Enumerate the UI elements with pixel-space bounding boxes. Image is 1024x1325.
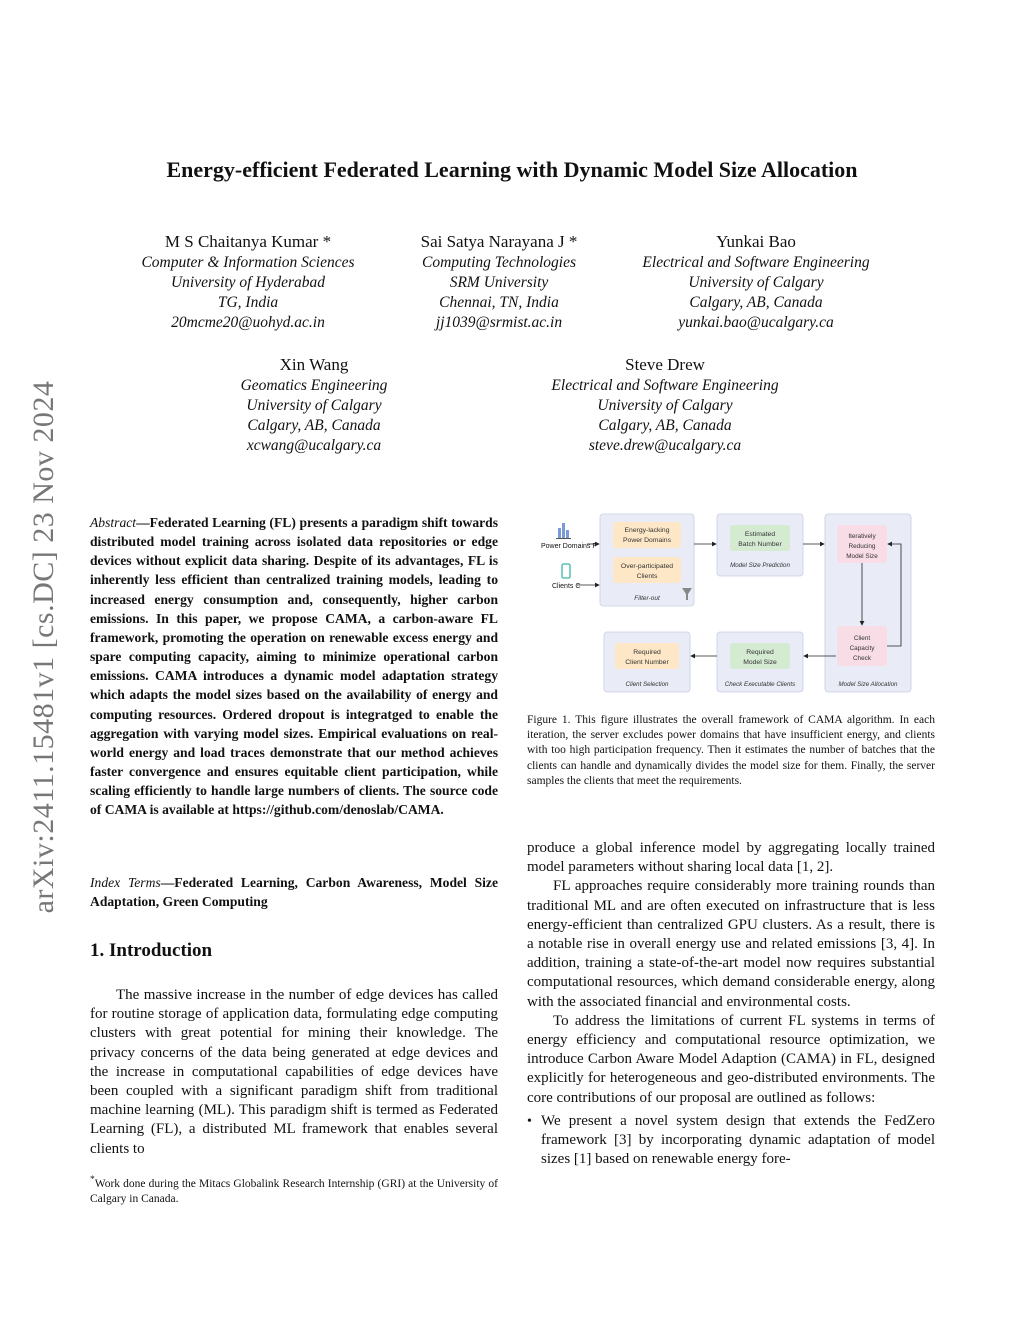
author-email[interactable]: 20mcme20@uohyd.ac.in bbox=[171, 314, 325, 331]
body-paragraph: FL approaches require considerably more training rounds than traditional ML and are often executed on infrastructure that is less energy-efficient than centralized GPU clusters. As a result, there is a notable rise in overall energy use and related emissions [3, 4]. In addition, training a state-of-the-art model now requires substantial computational resources, which demand considerable energy, along with the associated financial and environmental costs. bbox=[527, 878, 935, 1010]
abstract bbox=[90, 513, 498, 820]
author-email[interactable]: yunkai.bao@ucalgary.ca bbox=[678, 314, 834, 331]
contribution-bullet bbox=[527, 1112, 935, 1170]
figure-caption: Figure 1. This figure illustrates the overall framework of CAMA algorithm. In each iteration, the server excludes power domains that have insufficient energy, and clients with too high participation frequency. Then it estimates the number of batches that the clients can handle and dynamically divides the model size for them. Finally, the server samples the clients that meet the requirements. bbox=[527, 714, 935, 787]
iterative-label-1: Iteratively bbox=[848, 533, 876, 540]
continuation-paragraph: produce a global inference model by aggregating locally trained model parameters without sharing local data [1, 2]. bbox=[527, 840, 935, 876]
author-dept: Geomatics Engineering bbox=[240, 377, 388, 394]
author-loc: TG, India bbox=[217, 294, 279, 311]
author-name: Yunkai Bao bbox=[716, 232, 796, 251]
required-client-label-2: Client Number bbox=[625, 659, 669, 666]
author-block bbox=[620, 232, 892, 333]
power-domain-icon bbox=[556, 523, 571, 539]
intro-paragraph: The massive increase in the number of edge devices has called for routine storage of application data, formulating edge computing clusters with great potential for mining their knowledge. The privacy concerns of the data being generated at edge devices and the increase in computational capabilities of edge devices have been coupled with a significant paradigm shift from traditional machine learning (ML). This paradigm shift is termed as Federated Learning (FL), a distributed ML framework that enables several clients to bbox=[90, 987, 498, 1157]
intro-body bbox=[90, 986, 498, 1159]
footnote-mark: * bbox=[90, 1174, 95, 1185]
author-dept: Computer & Information Sciences bbox=[141, 254, 355, 271]
author-inst: University of Calgary bbox=[597, 397, 733, 414]
section-heading: 1. Introduction bbox=[90, 940, 213, 961]
arxiv-id: arXiv:2411.15481v1 [cs.DC] 23 Nov 2024 bbox=[27, 380, 60, 914]
author-loc: Calgary, AB, Canada bbox=[247, 417, 381, 434]
iterative-label-3: Model Size bbox=[846, 553, 878, 560]
capacity-label-3: Check bbox=[852, 655, 872, 662]
power-domains-label: Power Domains P bbox=[541, 543, 598, 550]
author-inst: University of Calgary bbox=[688, 274, 824, 291]
author-name: M S Chaitanya Kumar * bbox=[164, 232, 332, 251]
author-loc: Chennai, TN, India bbox=[439, 294, 559, 311]
paper-title: Energy-efficient Federated Learning with Dynamic Model Size Allocation bbox=[166, 157, 858, 182]
model-size-prediction-label: Model Size Prediction bbox=[730, 562, 790, 569]
capacity-label-2: Capacity bbox=[849, 645, 875, 652]
author-inst: University of Hyderabad bbox=[170, 274, 326, 291]
author-dept: Computing Technologies bbox=[421, 254, 576, 271]
author-dept: Electrical and Software Engineering bbox=[551, 377, 779, 394]
index-terms bbox=[90, 873, 498, 911]
author-name: Xin Wang bbox=[279, 355, 349, 374]
bullet-icon: • bbox=[527, 1113, 532, 1129]
model-size-allocation-label: Model Size Allocation bbox=[838, 681, 898, 688]
author-inst: University of Calgary bbox=[246, 397, 382, 414]
estimated-batch-label-2: Batch Number bbox=[738, 541, 782, 548]
body-paragraph: To address the limitations of current FL systems in terms of energy efficiency and computational resource optimization, we introduce Carbon Aware Model Adaption (CAMA) in FL, designed explicitly for heterogeneous and geo-distributed environments. The core contributions of our proposal are outlined as follows: bbox=[527, 1012, 935, 1106]
framework-diagram bbox=[527, 508, 935, 698]
over-participated-label-2: Clients bbox=[636, 573, 658, 580]
estimated-batch-label-1: Estimated bbox=[744, 531, 776, 538]
footnote bbox=[90, 1172, 498, 1207]
author-email[interactable]: xcwang@ucalgary.ca bbox=[246, 437, 382, 454]
required-client-label-1: Required bbox=[633, 649, 661, 656]
author-block bbox=[118, 232, 378, 333]
check-executable-label: Check Executable Clients bbox=[724, 681, 796, 688]
capacity-label-1: Client bbox=[853, 635, 871, 642]
iterative-label-2: Reducing bbox=[848, 543, 876, 550]
author-name: Steve Drew bbox=[625, 355, 705, 374]
author-block bbox=[378, 232, 620, 333]
over-participated-label-1: Over-participated bbox=[620, 563, 674, 570]
author-block bbox=[214, 355, 414, 456]
filter-out-label: Filter-out bbox=[634, 595, 660, 602]
required-size-label-2: Model Size bbox=[743, 659, 777, 666]
energy-lacking-label-1: Energy-lacking bbox=[624, 527, 670, 534]
author-block bbox=[524, 355, 806, 456]
author-loc: Calgary, AB, Canada bbox=[598, 417, 732, 434]
index-terms-label: Index Terms bbox=[90, 875, 161, 890]
arxiv-watermark bbox=[14, 352, 74, 942]
author-dept: Electrical and Software Engineering bbox=[642, 254, 870, 271]
author-name: Sai Satya Narayana J * bbox=[420, 232, 578, 251]
author-inst: SRM University bbox=[449, 274, 549, 291]
client-selection-label: Client Selection bbox=[625, 681, 669, 688]
clients-label: Clients C bbox=[552, 583, 581, 590]
author-email[interactable]: jj1039@srmist.ac.in bbox=[435, 314, 563, 331]
smartphone-icon bbox=[562, 564, 570, 578]
energy-lacking-box bbox=[613, 522, 681, 548]
abstract-label: Abstract bbox=[90, 515, 137, 530]
footnote-text: Work done during the Mitacs Globalink Research Internship (GRI) at the University of Calgary in Canada. bbox=[90, 1177, 498, 1205]
abstract-text: —Federated Learning (FL) presents a paradigm shift towards distributed model training across isolated data repositories or edge devices without explicit data sharing. Despite of its advantages, FL is inherently less efficient than centralized training models, leading to increased energy consumption and, consequently, higher carbon emissions. In this paper, we propose CAMA, a carbon-aware FL framework, promoting the operation on renewable excess energy and spare computing capacity, aiming to minimize operational carbon emissions. CAMA introduces a dynamic model adaptation strategy which adapts the model sizes based on the availability of energy and computing resources. Ordered dropout is integratged to enable the aggregation with varying model sizes. Empirical evaluations on real-world energy and load traces demonstrate that our method achieves faster convergence and ensures equitable client participation, while scaling efficiently to handle large numbers of clients. The source code of CAMA is available at https://github.com/denoslab/CAMA. bbox=[90, 515, 498, 818]
author-email[interactable]: steve.drew@ucalgary.ca bbox=[588, 437, 742, 454]
author-loc: Calgary, AB, Canada bbox=[689, 294, 823, 311]
energy-lacking-label-2: Power Domains bbox=[623, 537, 671, 544]
bullet-text: We present a novel system design that extends the FedZero framework [3] by incorporating dynamic adaptation of model sizes [1] based on renewable energy fore- bbox=[541, 1112, 935, 1168]
required-size-label-1: Required bbox=[746, 649, 774, 656]
right-column-body bbox=[527, 839, 935, 1169]
index-terms-text: —Federated Learning, Carbon Awareness, Model Size Adaptation, Green Computing bbox=[90, 875, 498, 910]
figure-framework bbox=[527, 508, 935, 698]
